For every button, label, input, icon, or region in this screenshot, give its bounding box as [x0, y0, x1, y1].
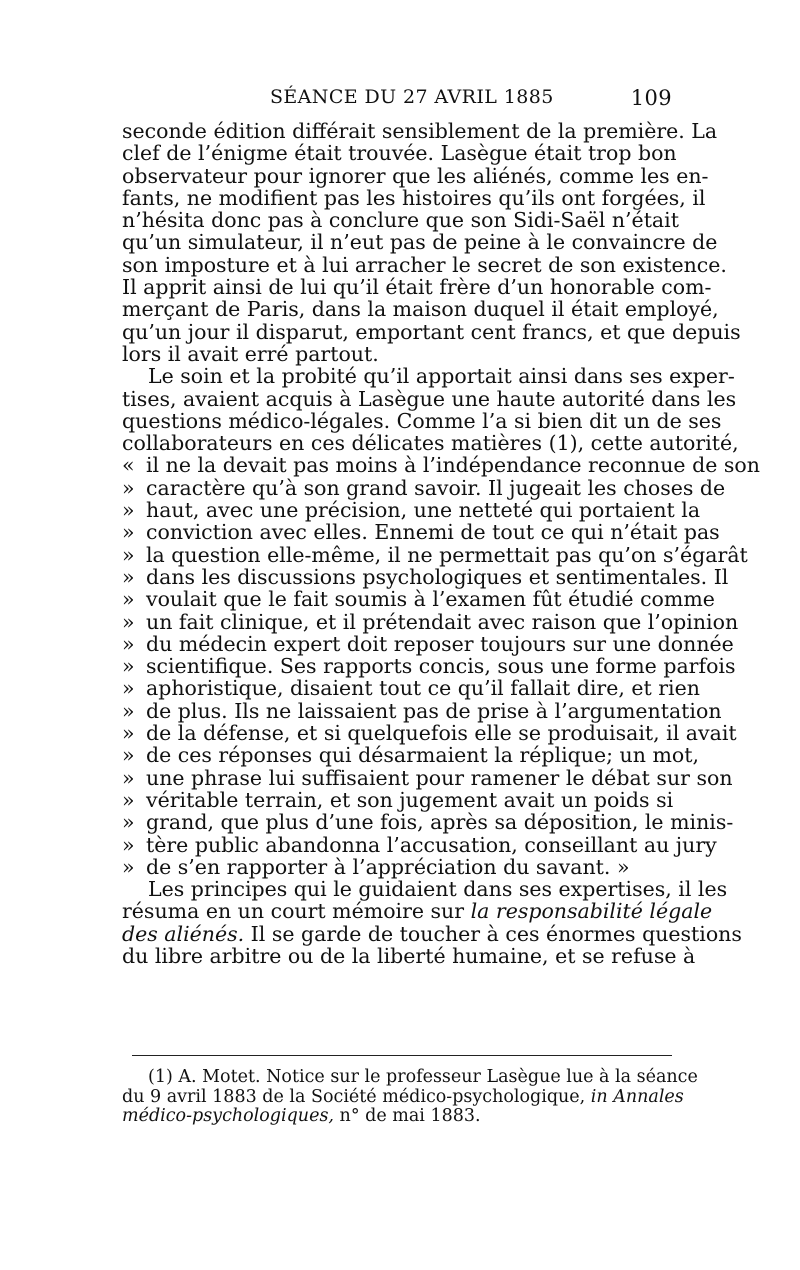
page-number: 109 [630, 86, 672, 110]
line-text: seconde édition différait sensiblement de la première. La [122, 119, 718, 143]
line-text: (1) A. Motet. Notice sur le professeur Lasègue lue à la séance [148, 1067, 698, 1087]
body-text [122, 119, 760, 968]
footnote-line [122, 1067, 698, 1088]
quote-mark: » [122, 564, 135, 589]
quote-mark: » [122, 676, 135, 701]
quote-mark: » [122, 520, 135, 545]
text-line [122, 498, 701, 523]
text-line [122, 119, 718, 143]
line-text: n’hésita donc pas à conclure que son Sidi-Saël n’était [122, 208, 679, 233]
text-line [122, 408, 722, 433]
line-text: du 9 avril 1883 de la Société médico-psychologique, [122, 1086, 591, 1107]
text-line [122, 230, 718, 255]
line-text: conviction avec elles. Ennemi de tout ce qui n’était pas [146, 520, 720, 545]
line-text: une phrase lui suffisaient pour ramener le débat sur son [146, 765, 733, 790]
text-line [122, 810, 734, 835]
line-text: clef de l’énigme était trouvée. Lasègue était trop bon [122, 141, 677, 166]
text-line [122, 252, 727, 277]
text-line [122, 431, 739, 456]
text-line [122, 364, 735, 389]
line-text: n° de mai 1883. [333, 1106, 481, 1126]
footnote-rule [132, 1055, 672, 1056]
line-text: tises, avaient acquis à Lasègue une haute autorité dans les [122, 386, 737, 411]
line-text: son imposture et à lui arracher le secret de son existence. [122, 252, 727, 277]
text-line [122, 877, 728, 902]
line-text: caractère qu’à son grand savoir. Il jugeait les choses de [146, 475, 726, 500]
line-text: Il se garde de toucher à ces énormes questions [244, 921, 742, 946]
italic-text: médico-psychologiques, [122, 1106, 334, 1126]
line-text: Les principes qui le guidaient dans ses expertises, il les [148, 877, 728, 902]
line-text: résuma en un court mémoire sur [122, 899, 471, 924]
quote-mark: » [122, 743, 135, 768]
quote-mark: » [122, 654, 135, 679]
running-header [122, 86, 672, 116]
text-line [122, 208, 679, 233]
line-text: collaborateurs en ces délicates matières (1), cette autorité, [122, 431, 739, 456]
line-text: de s’en rapporter à l’appréciation du savant. » [146, 854, 630, 879]
line-text: il ne la devait pas moins à l’indépendance reconnue de son [146, 453, 760, 478]
text-line [122, 698, 722, 723]
line-text: de plus. Ils ne laissaient pas de prise à l’argumentation [146, 698, 722, 723]
line-text: véritable terrain, et son jugement avait un poids si [146, 787, 674, 812]
text-line [122, 765, 733, 790]
footnote-line [122, 1086, 684, 1108]
running-title: SÉANCE DU 27 AVRIL 1885 [270, 86, 554, 108]
quote-mark: » [122, 765, 135, 790]
quote-mark: » [122, 609, 135, 634]
text-line [122, 319, 741, 344]
line-text: un fait clinique, et il prétendait avec raison que l’opinion [146, 609, 739, 634]
quote-mark: » [122, 475, 135, 500]
text-line [122, 721, 737, 746]
text-line [122, 520, 720, 545]
italic-text: la responsabilité légale [470, 899, 713, 924]
text-line [122, 789, 672, 811]
text-line [122, 453, 760, 478]
line-text: grand, que plus d’une fois, après sa déposition, le minis- [146, 810, 734, 835]
line-text: la question elle-même, il ne permettait pas qu’on s’égarât [146, 542, 748, 567]
quote-mark: » [122, 542, 135, 567]
line-text: Il apprit ainsi de lui qu’il était frère d’un honorable com- [122, 275, 712, 300]
line-text: observateur pour ignorer que les aliénés, comme les en- [122, 163, 709, 188]
line-text: tère public abandonna l’accusation, conseillant au jury [146, 832, 717, 857]
quote-mark: » [122, 587, 135, 612]
quote-mark: « [122, 453, 135, 478]
text-line [122, 676, 700, 701]
text-line [122, 275, 712, 300]
line-text: lors il avait erré partout. [122, 341, 379, 366]
italic-text: in Annales [590, 1086, 684, 1107]
line-text: aphoristique, disaient tout ce qu’il fallait dire, et rien [146, 676, 700, 701]
line-text: Le soin et la probité qu’il apportait ainsi dans ses exper- [148, 364, 735, 389]
line-text: du libre arbitre ou de la liberté humaine, et se refuse à [122, 943, 696, 968]
text-line [122, 475, 726, 500]
text-line [122, 899, 713, 924]
text-line [122, 386, 737, 411]
text-line [122, 832, 717, 857]
text-line [122, 564, 729, 589]
text-line [122, 163, 709, 188]
text-line [122, 856, 672, 878]
line-text: scientifique. Ses rapports concis, sous une forme parfois [146, 654, 736, 679]
text-line [122, 654, 736, 679]
text-line [122, 743, 700, 768]
text-line [122, 185, 706, 210]
quote-mark: » [122, 810, 135, 835]
line-text: merçant de Paris, dans la maison duquel il était employé, [122, 297, 719, 322]
text-line [122, 631, 734, 656]
line-text: qu’un jour il disparut, emportant cent francs, et que depuis [122, 319, 741, 344]
quote-mark: » [122, 787, 135, 812]
quote-mark: » [122, 631, 135, 656]
quote-mark: » [122, 721, 135, 746]
footnote [122, 1067, 698, 1127]
text-line [122, 943, 696, 968]
text-line [122, 141, 677, 166]
line-text: haut, avec une précision, une netteté qui portaient la [146, 498, 701, 523]
line-text: questions médico-légales. Comme l’a si bien dit un de ses [122, 408, 722, 433]
line-text: voulait que le fait soumis à l’examen fût étudié comme [146, 587, 715, 612]
quote-mark: » [122, 698, 135, 723]
text-line [122, 587, 715, 612]
italic-text: des aliénés. [122, 921, 245, 946]
text-line [122, 297, 719, 322]
footnote-line [122, 1107, 672, 1127]
text-line [122, 542, 748, 567]
quote-mark: » [122, 498, 135, 523]
text-line [122, 921, 742, 946]
line-text: de la défense, et si quelquefois elle se produisait, il avait [146, 721, 737, 746]
line-text: qu’un simulateur, il n’eut pas de peine à le convaincre de [122, 230, 718, 255]
quote-mark: » [122, 832, 135, 857]
text-line [122, 343, 672, 365]
line-text: de ces réponses qui désarmaient la réplique; un mot, [146, 743, 700, 768]
line-text: du médecin expert doit reposer toujours sur une donnée [146, 631, 734, 656]
text-line [122, 609, 739, 634]
line-text: fants, ne modifient pas les histoires qu’ils ont forgées, il [122, 185, 706, 210]
quote-mark: » [122, 854, 135, 879]
line-text: dans les discussions psychologiques et sentimentales. Il [146, 564, 729, 589]
